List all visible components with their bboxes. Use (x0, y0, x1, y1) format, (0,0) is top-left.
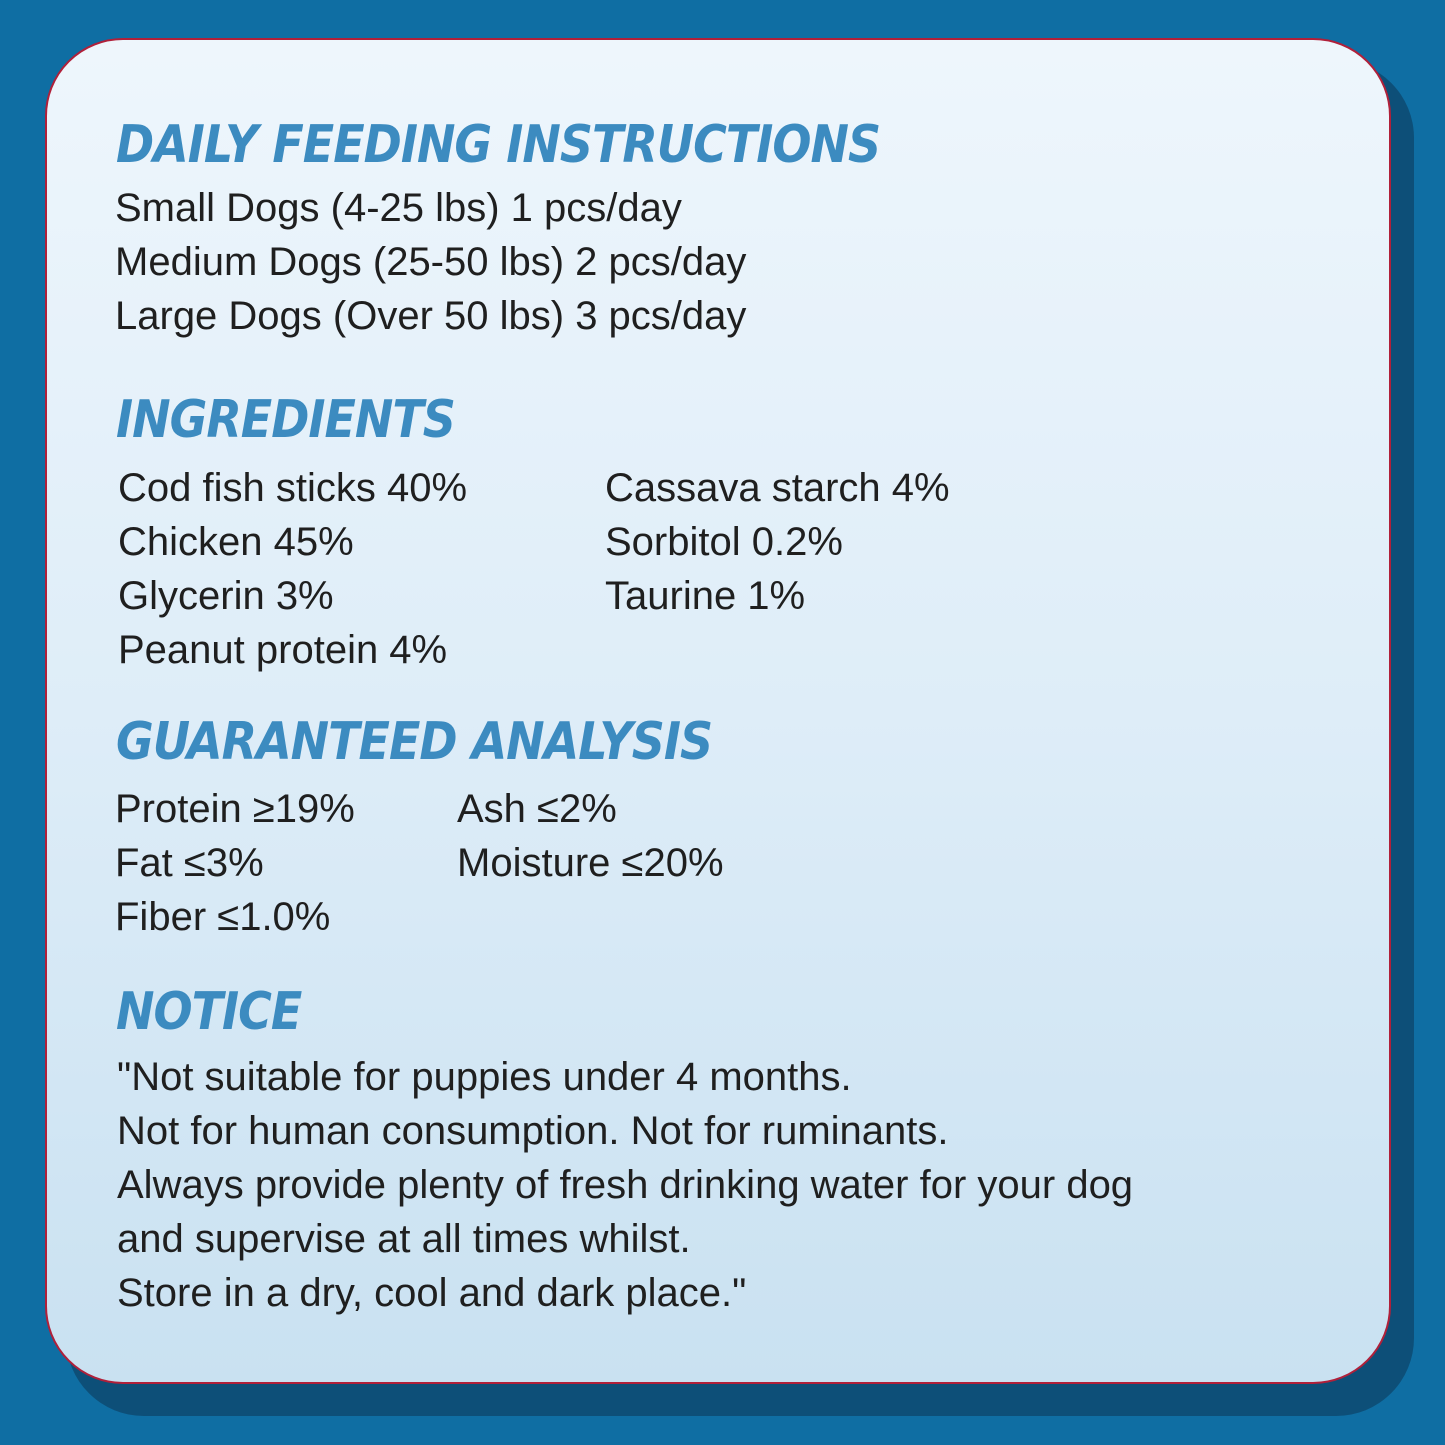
feeding-line-small: Small Dogs (4-25 lbs) 1 pcs/day (115, 186, 682, 230)
ingredient-item: Chicken 45% (118, 520, 354, 564)
feeding-line-medium: Medium Dogs (25-50 lbs) 2 pcs/day (115, 240, 747, 284)
ingredient-item: Sorbitol 0.2% (605, 520, 843, 564)
analysis-item: Fat ≤3% (115, 841, 264, 885)
analysis-item: Protein ≥19% (115, 787, 355, 831)
notice-line: and supervise at all times whilst. (117, 1217, 691, 1261)
ingredients-heading: INGREDIENTS (116, 388, 455, 450)
feeding-line-large: Large Dogs (Over 50 lbs) 3 pcs/day (115, 294, 747, 338)
ingredient-item: Cassava starch 4% (605, 466, 950, 510)
notice-line: "Not suitable for puppies under 4 months. (117, 1055, 852, 1099)
ingredient-item: Peanut protein 4% (118, 628, 448, 672)
analysis-item: Ash ≤2% (457, 787, 617, 831)
ingredient-item: Taurine 1% (605, 574, 806, 618)
notice-heading: NOTICE (116, 980, 302, 1042)
analysis-item: Fiber ≤1.0% (115, 895, 331, 939)
feeding-heading: DAILY FEEDING INSTRUCTIONS (116, 113, 881, 175)
analysis-item: Moisture ≤20% (457, 841, 724, 885)
ingredient-item: Cod fish sticks 40% (118, 466, 468, 510)
notice-line: Not for human consumption. Not for ruminants. (117, 1109, 949, 1153)
ingredient-item: Glycerin 3% (118, 574, 334, 618)
notice-line: Store in a dry, cool and dark place." (117, 1271, 747, 1315)
notice-line: Always provide plenty of fresh drinking water for your dog (117, 1163, 1134, 1207)
analysis-heading: GUARANTEED ANALYSIS (116, 710, 713, 772)
